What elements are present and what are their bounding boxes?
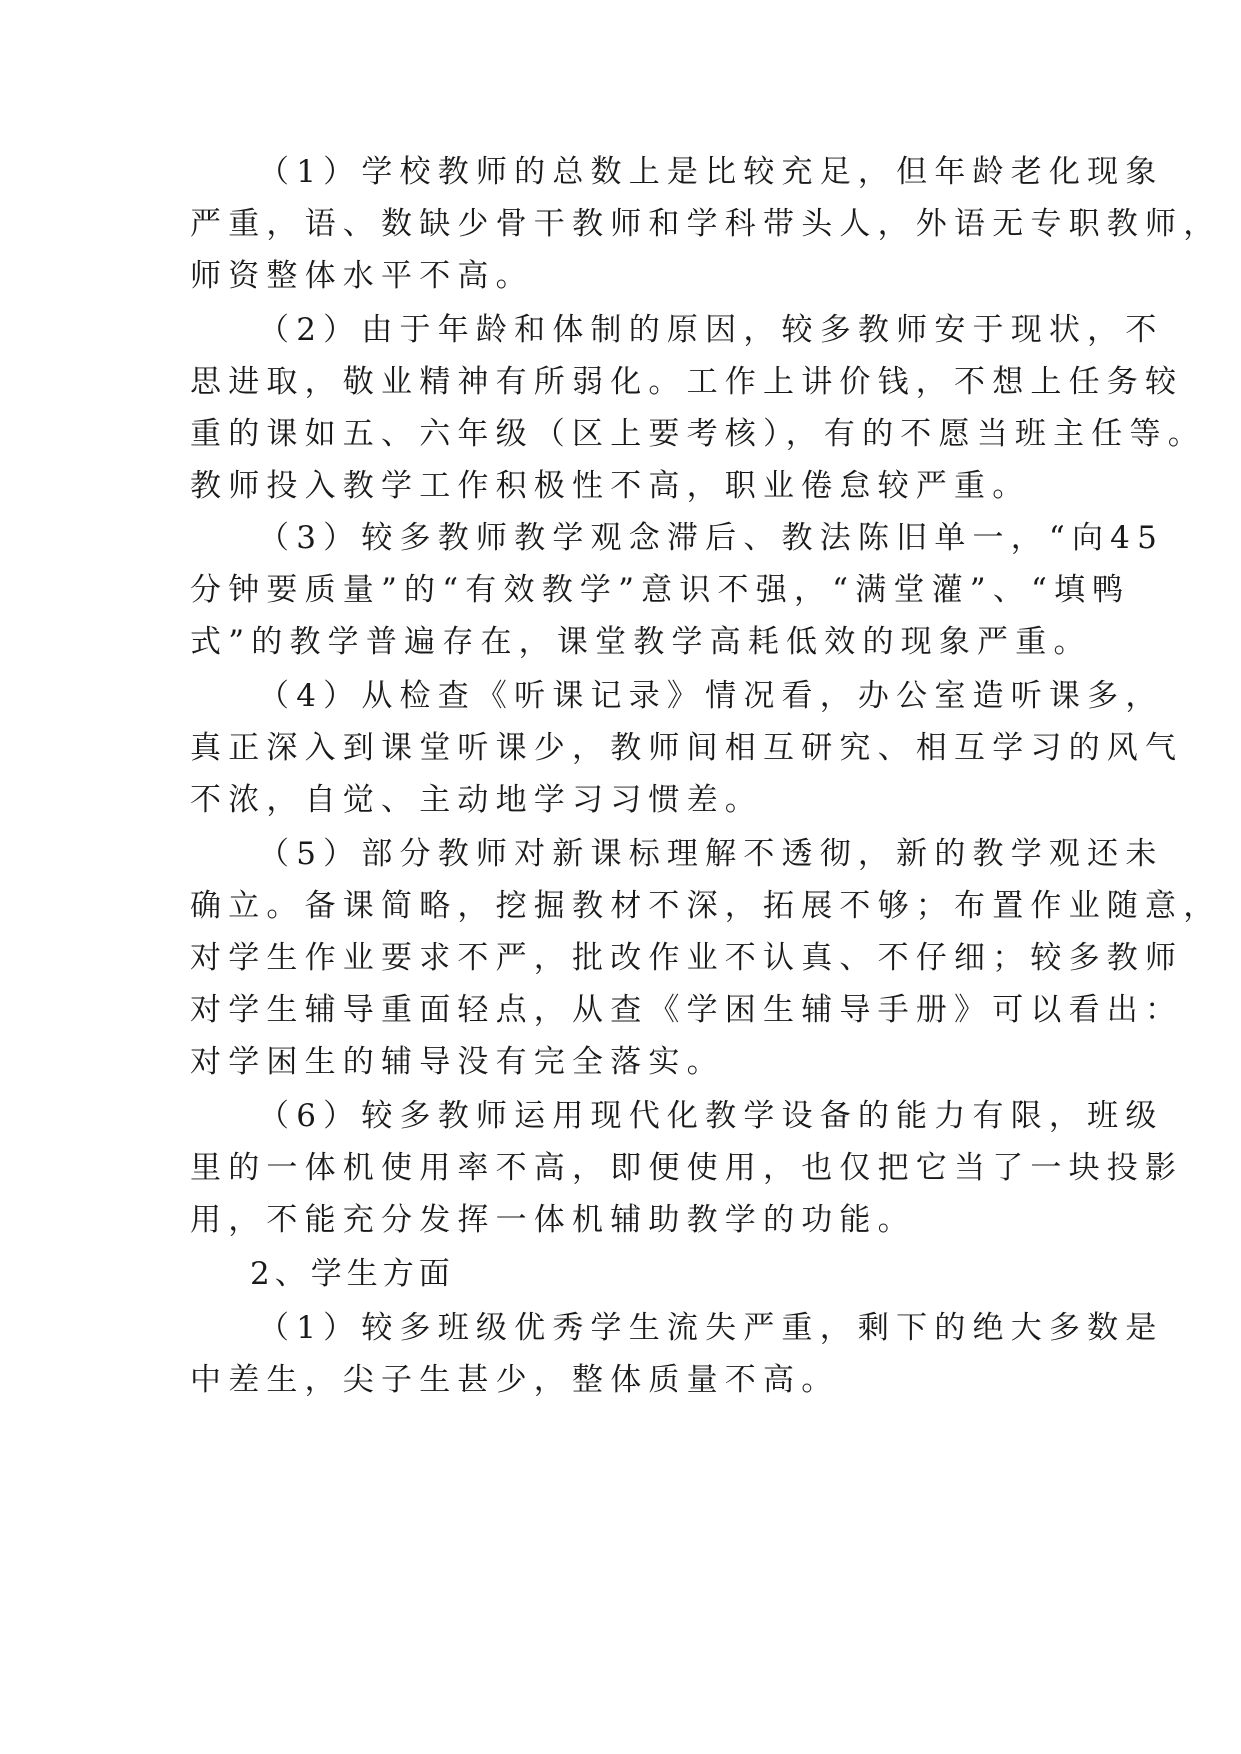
paragraph-4-line-3: 不浓，自觉、主动地学习习惯差。 <box>190 782 763 818</box>
paragraph-3-line-1: （3）较多教师教学观念滞后、教法陈旧单一，“向45 <box>258 520 1165 556</box>
paragraph-1-line-3: 师资整体水平不高。 <box>190 258 534 294</box>
paragraph-7-line-1: （1）较多班级优秀学生流失严重，剩下的绝大多数是 <box>258 1310 1164 1346</box>
paragraph-2-line-3: 重的课如五、六年级（区上要考核），有的不愿当班主任等。 <box>190 416 1206 452</box>
paragraph-3-line-2: 分钟要质量”的“有效教学”意识不强，“满堂灌”、“填鸭 <box>190 572 1131 608</box>
paragraph-3-line-3: 式”的教学普遍存在，课堂教学高耗低效的现象严重。 <box>190 624 1092 660</box>
paragraph-5-line-3: 对学生作业要求不严，批改作业不认真、不仔细；较多教师 <box>190 940 1184 976</box>
section-heading-students: 2、学生方面 <box>250 1256 455 1292</box>
paragraph-5-line-1: （5）部分教师对新课标理解不透彻，新的教学观还未 <box>258 836 1164 872</box>
paragraph-5-line-2: 确立。备课简略，挖掘教材不深，拓展不够；布置作业随意， <box>190 888 1222 924</box>
paragraph-2-line-2: 思进取，敬业精神有所弱化。工作上讲价钱，不想上任务较 <box>190 364 1184 400</box>
paragraph-1-line-1: （1）学校教师的总数上是比较充足，但年龄老化现象 <box>258 154 1164 190</box>
paragraph-2-line-1: （2）由于年龄和体制的原因，较多教师安于现状，不 <box>258 312 1164 348</box>
paragraph-5-line-5: 对学困生的辅导没有完全落实。 <box>190 1044 725 1080</box>
paragraph-7-line-2: 中差生，尖子生甚少，整体质量不高。 <box>190 1362 840 1398</box>
paragraph-1-line-2: 严重，语、数缺少骨干教师和学科带头人，外语无专职教师， <box>190 206 1222 242</box>
paragraph-6-line-3: 用，不能充分发挥一体机辅助教学的功能。 <box>190 1202 916 1238</box>
paragraph-5-line-4: 对学生辅导重面轻点，从查《学困生辅导手册》可以看出： <box>190 992 1184 1028</box>
paragraph-6-line-1: （6）较多教师运用现代化教学设备的能力有限，班级 <box>258 1098 1164 1134</box>
paragraph-2-line-4: 教师投入教学工作积极性不高，职业倦怠较严重。 <box>190 468 1031 504</box>
paragraph-4-line-1: （4）从检查《听课记录》情况看，办公室造听课多， <box>258 678 1164 714</box>
paragraph-6-line-2: 里的一体机使用率不高，即便使用，也仅把它当了一块投影 <box>190 1150 1184 1186</box>
paragraph-4-line-2: 真正深入到课堂听课少，教师间相互研究、相互学习的风气 <box>190 730 1184 766</box>
